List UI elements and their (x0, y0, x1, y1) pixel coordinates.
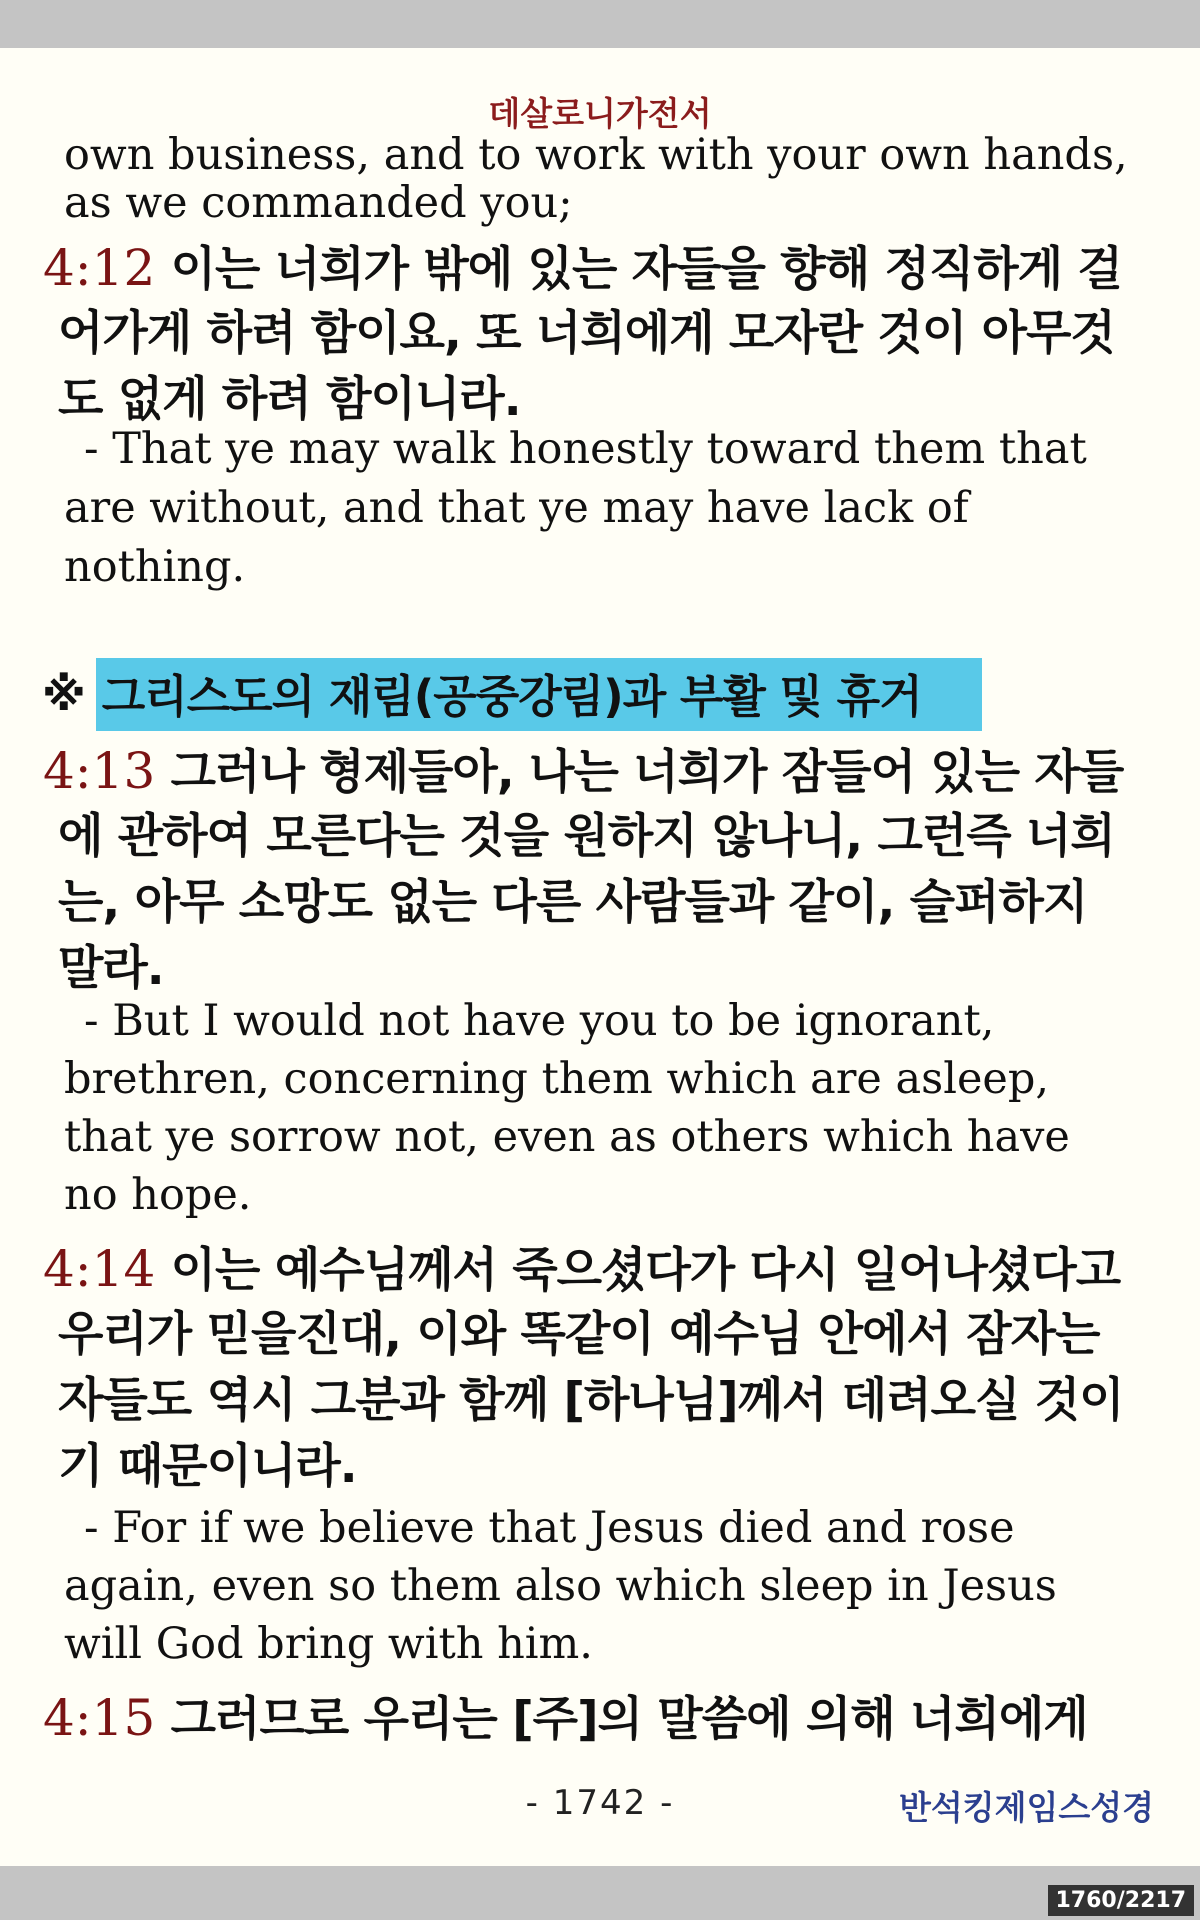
verse-13-english-line: - But I would not have you to be ignorant, (84, 996, 995, 1046)
verse-number-4-12: 4:12 (43, 239, 156, 297)
section-heading-text: 그리스도의 재림(공중강림)과 부활 및 휴거 (96, 658, 982, 731)
verse-11-english-line: as we commanded you; (64, 178, 573, 228)
verse-12-english-line: - That ye may walk honestly toward them that (84, 424, 1087, 474)
page-number: - 1742 - (525, 1783, 675, 1823)
verse-number-4-15: 4:15 (43, 1689, 156, 1747)
verse-14-korean-line: 4:14 이는 예수님께서 죽으셨다가 다시 일어나셨다고 (43, 1240, 1121, 1298)
verse-14-english-line: again, even so them also which sleep in Jesus (64, 1561, 1057, 1611)
verse-13-korean-line: 는, 아무 소망도 없는 다른 사람들과 같이, 슬퍼하지 (58, 875, 1088, 930)
verse-12-korean-line: 어가게 하려 함이요, 또 너희에게 모자란 것이 아무것 (58, 306, 1115, 361)
verse-14-english-line: will God bring with him. (64, 1619, 593, 1669)
verse-13-english-line: brethren, concerning them which are asleep, (64, 1054, 1050, 1104)
verse-13-korean-line: 에 관하여 모른다는 것을 원하지 않나니, 그런즉 너희 (58, 809, 1115, 864)
verse-12-korean-line: 도 없게 하려 함이니라. (58, 372, 521, 427)
verse-14-english-line: - For if we believe that Jesus died and rose (84, 1503, 1015, 1553)
verse-13-korean-line: 말라. (58, 941, 164, 996)
verse-13-korean-line: 4:13 그러나 형제들아, 나는 너희가 잠들어 있는 자들 (43, 742, 1124, 800)
verse-14-korean-line: 우리가 믿을진대, 이와 똑같이 예수님 안에서 잠자는 (58, 1307, 1100, 1362)
verse-14-korean-line: 자들도 역시 그분과 함께 [하나님]께서 데려오실 것이 (58, 1373, 1124, 1428)
verse-15-korean-line: 4:15 그러므로 우리는 [주]의 말씀에 의해 너희에게 (43, 1689, 1088, 1747)
verse-number-4-14: 4:14 (43, 1240, 156, 1298)
verse-number-4-13: 4:13 (43, 742, 156, 800)
reference-mark-icon: ※ (42, 668, 86, 721)
verse-13-english-line: that ye sorrow not, even as others which have (64, 1112, 1070, 1162)
bible-page (0, 48, 1200, 1866)
verse-13-english-line: no hope. (64, 1170, 252, 1220)
section-heading (42, 658, 982, 731)
verse-12-english-line: nothing. (64, 542, 246, 592)
verse-12-korean-line: 4:12 이는 너희가 밖에 있는 자들을 향해 정직하게 걸 (43, 239, 1122, 297)
book-title: 데살로니가전서 (488, 94, 712, 133)
bible-edition-label: 반석킹제임스성경 (898, 1788, 1154, 1827)
verse-11-english-line: own business, and to work with your own hands, (64, 130, 1128, 180)
verse-12-english-line: are without, and that ye may have lack of (64, 483, 969, 533)
verse-14-korean-line: 기 때문이니라. (58, 1439, 357, 1494)
page-counter: 1760/2217 (1048, 1885, 1195, 1916)
